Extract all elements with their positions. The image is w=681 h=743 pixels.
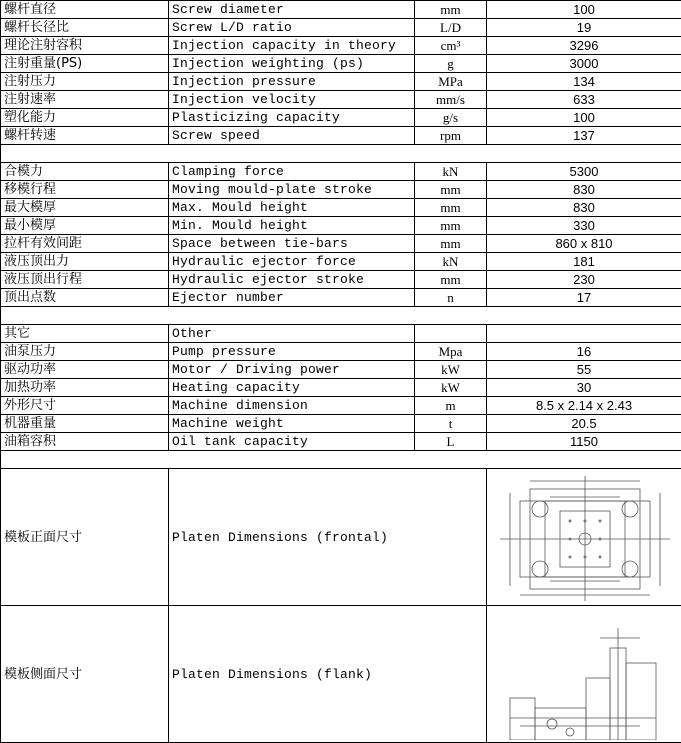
row-label-zh: 注射速率 [1,91,169,109]
row-unit: kN [415,253,487,271]
row-value: 100 [487,109,681,127]
row-label-en: Injection weighting (ps) [169,55,415,73]
platen-flank-label-zh: 模板侧面尺寸 [1,606,169,743]
row-label-zh: 移模行程 [1,181,169,199]
row-label-zh: 最大模厚 [1,199,169,217]
row-label-en: Plasticizing capacity [169,109,415,127]
row-label-en: Injection pressure [169,73,415,91]
table-row [1,433,681,451]
row-value: 230 [487,271,681,289]
row-unit: kW [415,361,487,379]
spacer-cell [1,145,681,163]
table-row [1,235,681,253]
row-value: 8.5 x 2.14 x 2.43 [487,397,681,415]
row-label-en: Min. Mould height [169,217,415,235]
row-label-zh: 合模力 [1,163,169,181]
platen-flank-label-en: Platen Dimensions (flank) [169,606,487,743]
spacer-row [1,307,681,325]
row-label-zh: 注射重量(PS) [1,55,169,73]
spec-table-body [1,1,681,743]
row-label-zh: 理论注射容积 [1,37,169,55]
row-value: 1150 [487,433,681,451]
row-value: 17 [487,289,681,307]
row-label-en: Hydraulic ejector stroke [169,271,415,289]
row-label-en: Ejector number [169,289,415,307]
platen-flank-drawing [490,608,680,740]
table-row [1,397,681,415]
row-unit: cm³ [415,37,487,55]
row-value: 633 [487,91,681,109]
empty-cell [415,325,487,343]
row-label-en: Screw diameter [169,1,415,19]
table-row [1,253,681,271]
row-unit: mm [415,235,487,253]
row-label-zh: 塑化能力 [1,109,169,127]
row-unit: t [415,415,487,433]
row-unit: m [415,397,487,415]
row-label-en: Heating capacity [169,379,415,397]
row-label-zh: 油泵压力 [1,343,169,361]
row-unit: mm [415,271,487,289]
row-label-en: Screw L/D ratio [169,19,415,37]
row-label-en: Max. Mould height [169,199,415,217]
row-unit: g [415,55,487,73]
table-row [1,19,681,37]
row-unit: g/s [415,109,487,127]
row-label-zh: 液压顶出行程 [1,271,169,289]
table-row [1,55,681,73]
row-value: 20.5 [487,415,681,433]
row-value: 5300 [487,163,681,181]
table-row [1,217,681,235]
row-unit: Mpa [415,343,487,361]
table-row [1,127,681,145]
row-value: 137 [487,127,681,145]
row-label-zh: 螺杆直径 [1,1,169,19]
row-value: 830 [487,199,681,217]
row-value: 16 [487,343,681,361]
row-label-zh: 加热功率 [1,379,169,397]
table-row [1,181,681,199]
row-label-en: Space between tie-bars [169,235,415,253]
row-label-en: Moving mould-plate stroke [169,181,415,199]
row-unit: mm [415,199,487,217]
row-label-en: Screw speed [169,127,415,145]
platen-frontal-row [1,469,681,606]
row-unit: mm [415,181,487,199]
row-label-zh: 机器重量 [1,415,169,433]
table-row [1,1,681,19]
row-label-zh: 螺杆转速 [1,127,169,145]
row-unit: n [415,289,487,307]
row-value: 3000 [487,55,681,73]
row-label-en: Machine dimension [169,397,415,415]
row-value: 181 [487,253,681,271]
row-unit: kW [415,379,487,397]
table-row [1,415,681,433]
row-unit: L [415,433,487,451]
platen-frontal-label-zh: 模板正面尺寸 [1,469,169,606]
row-label-zh: 螺杆长径比 [1,19,169,37]
row-label-zh: 拉杆有效间距 [1,235,169,253]
table-row [1,163,681,181]
row-value: 330 [487,217,681,235]
row-value: 860 x 810 [487,235,681,253]
platen-flank-drawing-cell [487,606,681,743]
section-header-zh: 其它 [1,325,169,343]
row-value: 830 [487,181,681,199]
row-value: 100 [487,1,681,19]
row-label-en: Machine weight [169,415,415,433]
row-label-en: Clamping force [169,163,415,181]
row-unit: mm [415,217,487,235]
table-row [1,91,681,109]
table-row [1,271,681,289]
row-value: 55 [487,361,681,379]
spacer-cell [1,307,681,325]
row-unit: mm/s [415,91,487,109]
row-unit: kN [415,163,487,181]
row-value: 3296 [487,37,681,55]
row-value: 134 [487,73,681,91]
table-row [1,73,681,91]
row-label-zh: 最小模厚 [1,217,169,235]
row-label-zh: 外形尺寸 [1,397,169,415]
row-value: 30 [487,379,681,397]
row-label-en: Injection velocity [169,91,415,109]
table-row [1,379,681,397]
section-header-row [1,325,681,343]
table-row [1,343,681,361]
row-label-en: Motor / Driving power [169,361,415,379]
row-unit: L/D [415,19,487,37]
row-value: 19 [487,19,681,37]
row-label-en: Oil tank capacity [169,433,415,451]
table-row [1,199,681,217]
platen-frontal-drawing [490,471,680,603]
row-label-en: Injection capacity in theory [169,37,415,55]
table-row [1,361,681,379]
platen-frontal-drawing-cell [487,469,681,606]
row-label-zh: 油箱容积 [1,433,169,451]
empty-cell [487,325,681,343]
table-row [1,109,681,127]
row-label-zh: 注射压力 [1,73,169,91]
row-unit: MPa [415,73,487,91]
platen-frontal-label-en: Platen Dimensions (frontal) [169,469,487,606]
row-label-en: Hydraulic ejector force [169,253,415,271]
row-label-zh: 驱动功率 [1,361,169,379]
row-label-zh: 液压顶出力 [1,253,169,271]
platen-flank-row [1,606,681,743]
row-unit: mm [415,1,487,19]
row-label-zh: 顶出点数 [1,289,169,307]
row-unit: rpm [415,127,487,145]
spacer-row [1,145,681,163]
spacer-row [1,451,681,469]
row-label-en: Pump pressure [169,343,415,361]
table-row [1,289,681,307]
section-header-en: Other [169,325,415,343]
spacer-cell [1,451,681,469]
table-row [1,37,681,55]
